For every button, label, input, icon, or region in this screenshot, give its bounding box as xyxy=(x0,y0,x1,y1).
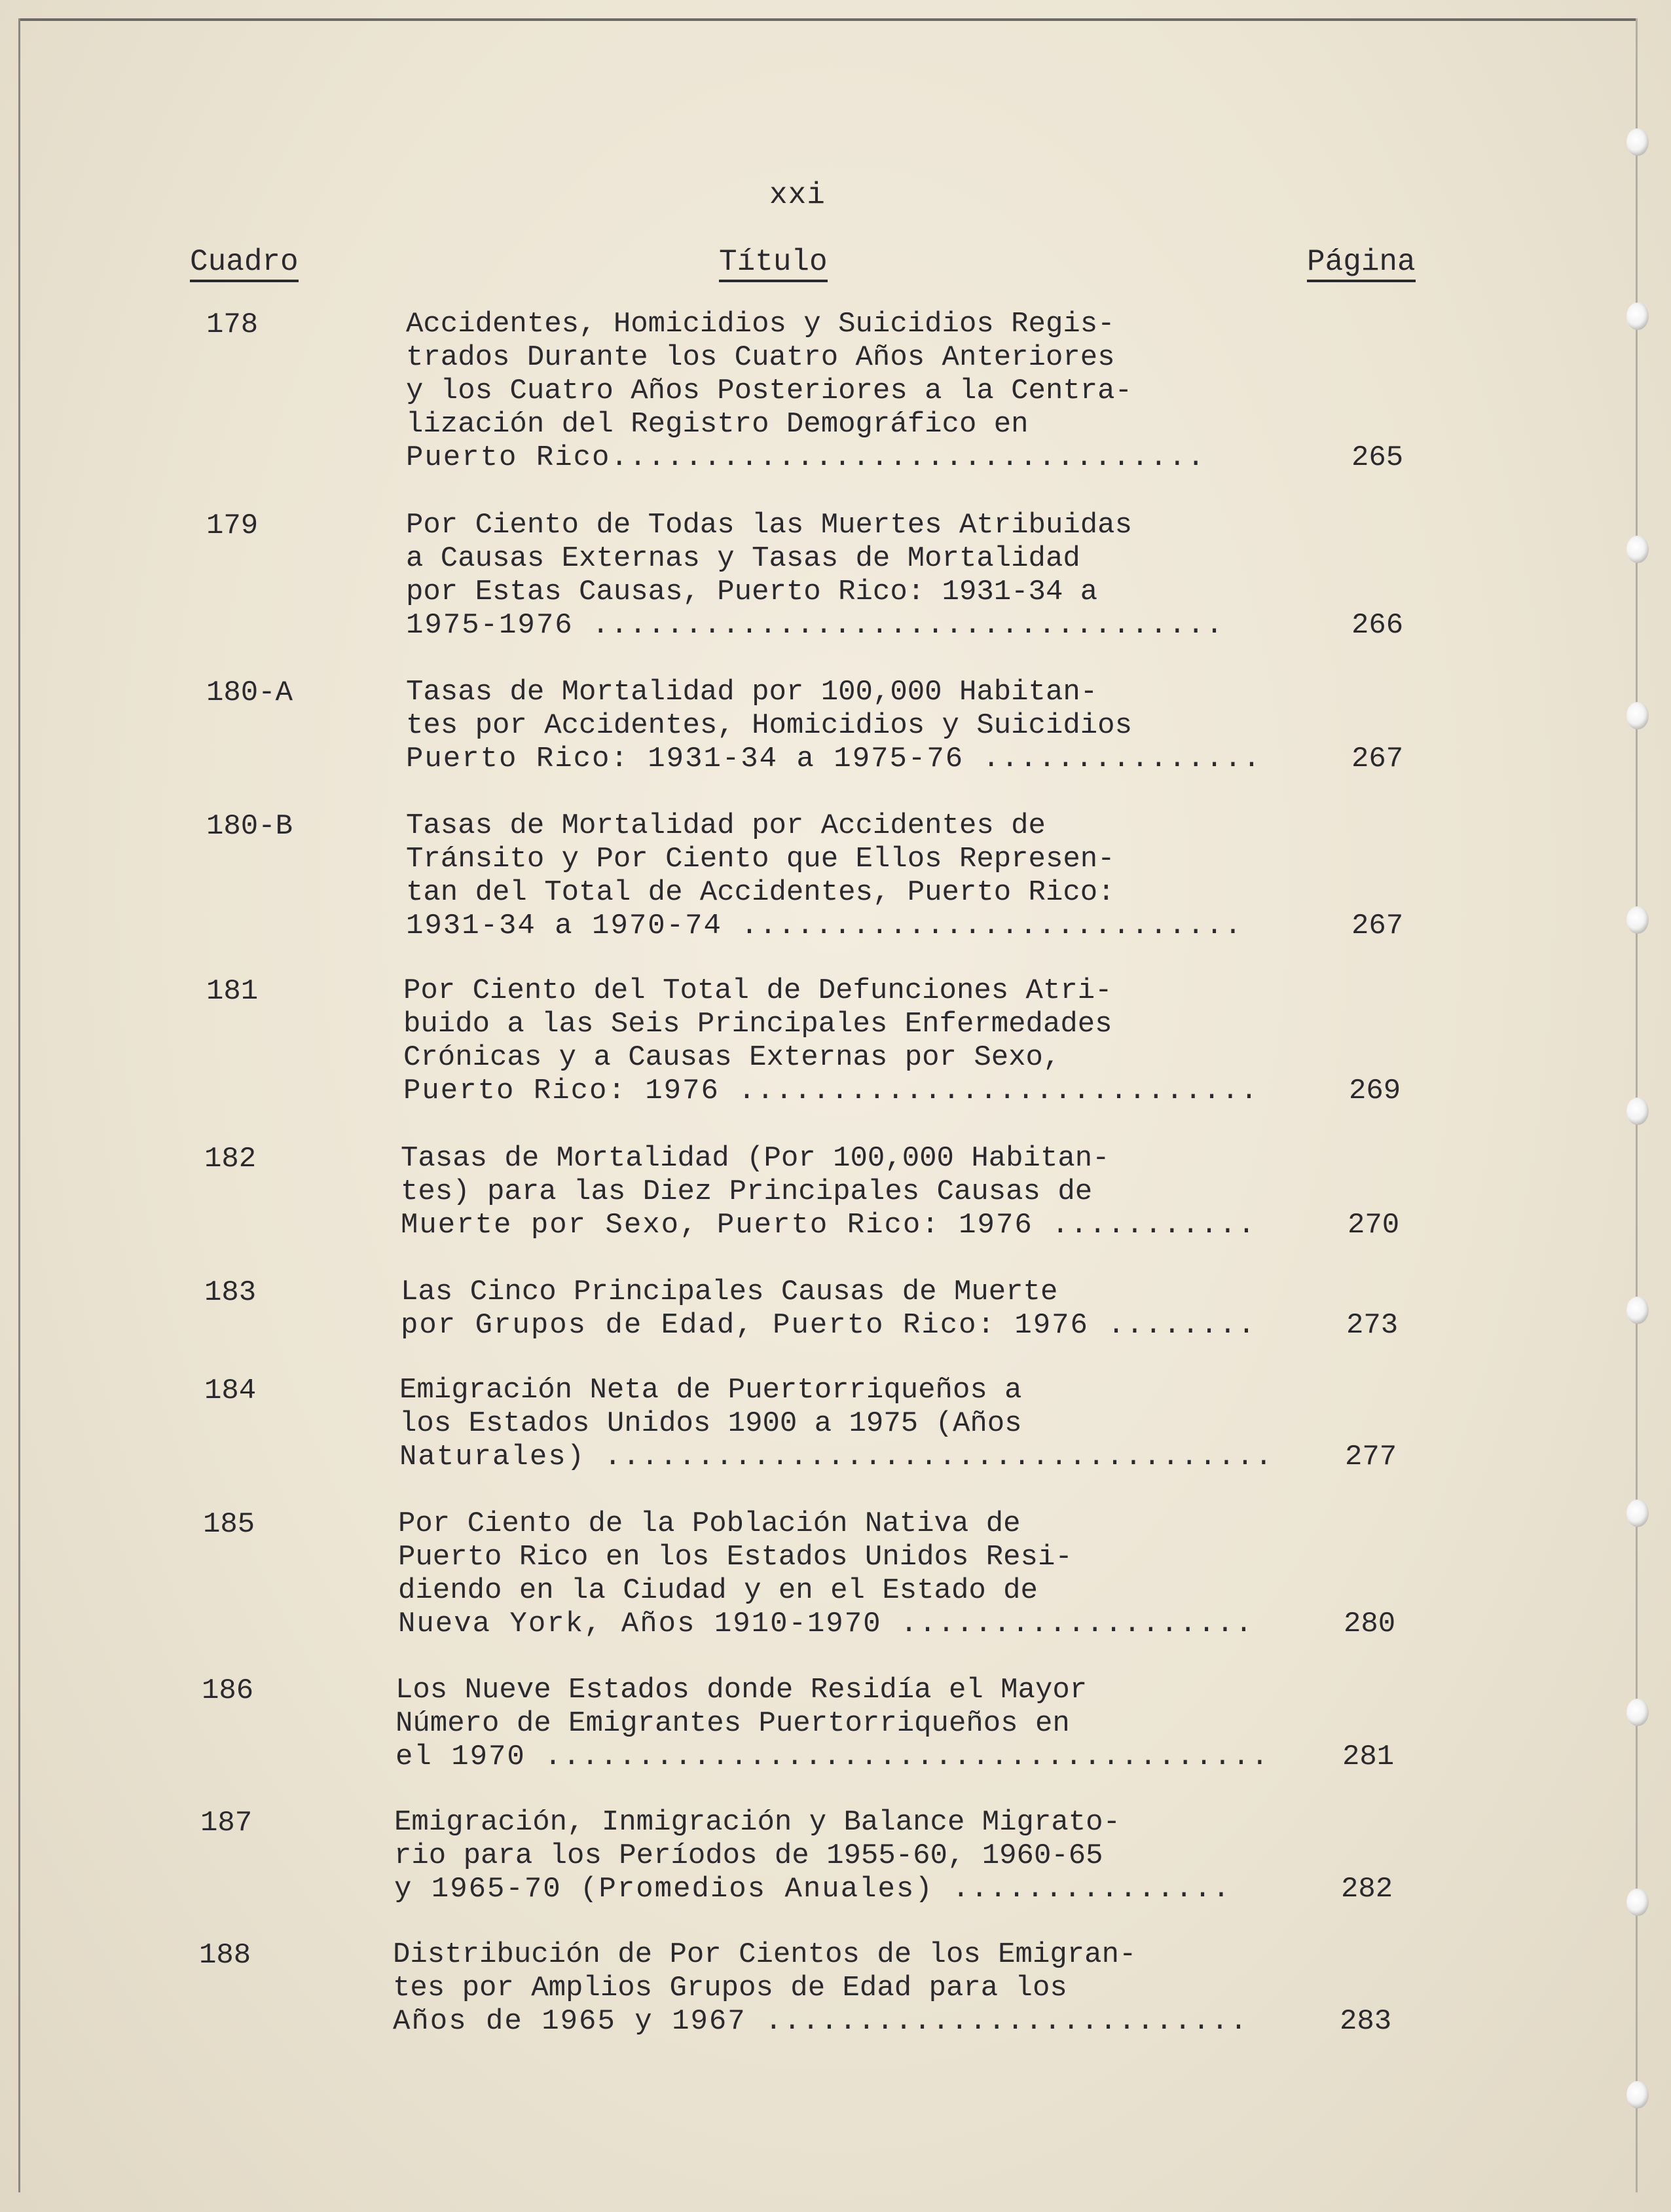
entry-title-line: por Grupos de Edad, Puerto Rico: 1976 ........ xyxy=(401,1309,1257,1342)
cuadro-number: 183 xyxy=(204,1276,257,1309)
entry-title-line: por Estas Causas, Puerto Rico: 1931-34 a xyxy=(406,576,1098,608)
entry-title-line: Puerto Rico................................ xyxy=(406,441,1206,474)
cuadro-number: 185 xyxy=(203,1508,255,1541)
entry-title-line: Muerte por Sexo, Puerto Rico: 1976 ........... xyxy=(401,1209,1257,1242)
entry-title-line: trados Durante los Cuatro Años Anteriores xyxy=(406,341,1115,374)
entry-title-line: Tasas de Mortalidad por Accidentes de xyxy=(406,809,1046,842)
binder-hole xyxy=(1626,536,1649,563)
entry-title-line: Por Ciento del Total de Defunciones Atri- xyxy=(403,974,1112,1007)
cuadro-number: 184 xyxy=(204,1374,257,1407)
entry-title-line: Puerto Rico en los Estados Unidos Resi- xyxy=(398,1541,1073,1574)
page-ref: 277 xyxy=(1345,1441,1397,1473)
entry-title-line: Las Cinco Principales Causas de Muerte xyxy=(401,1276,1058,1308)
page-ref: 273 xyxy=(1346,1309,1399,1342)
entry-title-line: tan del Total de Accidentes, Puerto Rico: xyxy=(406,876,1115,909)
entry-title-line: 1931-34 a 1970-74 ........................... xyxy=(406,910,1243,942)
entry-title-line: Puerto Rico: 1976 ............................ xyxy=(403,1075,1259,1107)
page-ref: 280 xyxy=(1344,1608,1396,1640)
entry-title-line: buido a las Seis Principales Enfermedades xyxy=(403,1008,1112,1041)
page-top-edge xyxy=(20,18,1637,21)
entry-title-line: Emigración Neta de Puertorriqueños a xyxy=(399,1374,1022,1407)
binder-hole xyxy=(1626,128,1649,156)
page-ref: 267 xyxy=(1351,910,1404,942)
page-ref: 269 xyxy=(1349,1075,1401,1107)
binder-hole xyxy=(1626,1500,1649,1527)
cuadro-number: 181 xyxy=(206,975,259,1008)
entry-title-line: Número de Emigrantes Puertorriqueños en xyxy=(395,1707,1070,1740)
entry-title-line: el 1970 ....................................... xyxy=(395,1741,1270,1773)
cuadro-number: 179 xyxy=(206,509,259,542)
entry-title-line: a Causas Externas y Tasas de Mortalidad xyxy=(406,542,1080,575)
binder-hole xyxy=(1626,1889,1649,1916)
entry-title-line: Tasas de Mortalidad (Por 100,000 Habitan- xyxy=(401,1142,1110,1175)
entry-title-line: Años de 1965 y 1967 .......................... xyxy=(393,2005,1249,2038)
binder-hole xyxy=(1626,906,1649,934)
binder-hole xyxy=(1626,2081,1649,2109)
entry-title-line: lización del Registro Demográfico en xyxy=(406,408,1029,441)
binder-hole xyxy=(1626,1699,1649,1726)
entry-title-line: Distribución de Por Cientos de los Emigran- xyxy=(393,1938,1137,1971)
page-ref: 281 xyxy=(1342,1741,1395,1773)
cuadro-number: 182 xyxy=(204,1143,257,1175)
cuadro-number: 180-A xyxy=(206,676,293,709)
entry-title-line: Por Ciento de la Población Nativa de xyxy=(398,1507,1021,1540)
entry-title-line: tes por Amplios Grupos de Edad para los xyxy=(393,1972,1067,2004)
cuadro-number: 180-B xyxy=(206,810,293,843)
page-left-edge xyxy=(18,18,20,2192)
entry-title-line: tes) para las Diez Principales Causas de xyxy=(401,1175,1093,1208)
binder-hole xyxy=(1626,1297,1649,1324)
page-ref: 282 xyxy=(1341,1873,1393,1906)
page-ref: 283 xyxy=(1340,2005,1392,2038)
entry-title-line: Tasas de Mortalidad por 100,000 Habitan- xyxy=(406,676,1098,709)
page-ref: 266 xyxy=(1351,609,1404,642)
header-pagina: Página xyxy=(1307,242,1416,282)
binder-hole xyxy=(1626,1097,1649,1125)
entry-title-line: tes por Accidentes, Homicidios y Suicidios xyxy=(406,709,1132,742)
header-titulo: Título xyxy=(719,242,828,282)
cuadro-number: 187 xyxy=(200,1807,253,1839)
cuadro-number: 178 xyxy=(206,308,259,341)
entry-title-line: y 1965-70 (Promedios Anuales) ............... xyxy=(394,1873,1232,1906)
binder-hole xyxy=(1626,702,1649,729)
entry-title-line: Los Nueve Estados donde Residía el Mayor xyxy=(395,1674,1088,1706)
entry-title-line: Puerto Rico: 1931-34 a 1975-76 ............... xyxy=(406,743,1262,775)
entry-title-line: Nueva York, Años 1910-1970 ................... xyxy=(398,1608,1254,1640)
page-ref: 267 xyxy=(1351,743,1404,775)
entry-title-line: diendo en la Ciudad y en el Estado de xyxy=(398,1574,1038,1607)
binder-hole xyxy=(1626,303,1649,330)
entry-title-line: los Estados Unidos 1900 a 1975 (Años xyxy=(399,1407,1022,1440)
page-number: xxi xyxy=(769,178,826,212)
header-cuadro: Cuadro xyxy=(190,242,299,282)
entry-title-line: Accidentes, Homicidios y Suicidios Regis- xyxy=(406,308,1115,341)
entry-title-line: Emigración, Inmigración y Balance Migrato- xyxy=(394,1806,1120,1839)
entry-title-line: rio para los Períodos de 1955-60, 1960-65 xyxy=(394,1839,1103,1872)
entry-title-line: Tránsito y Por Ciento que Ellos Represen- xyxy=(406,843,1115,876)
entry-title-line: Por Ciento de Todas las Muertes Atribuidas xyxy=(406,509,1132,542)
page-ref: 270 xyxy=(1348,1209,1400,1242)
entry-title-line: y los Cuatro Años Posteriores a la Centra- xyxy=(406,375,1132,407)
cuadro-number: 188 xyxy=(199,1939,251,1972)
page-ref: 265 xyxy=(1351,441,1404,474)
entry-title-line: Crónicas y a Causas Externas por Sexo, xyxy=(403,1041,1061,1074)
entry-title-line: Naturales) .................................... xyxy=(399,1441,1274,1473)
cuadro-number: 186 xyxy=(202,1674,254,1707)
entry-title-line: 1975-1976 .................................. xyxy=(406,609,1224,642)
